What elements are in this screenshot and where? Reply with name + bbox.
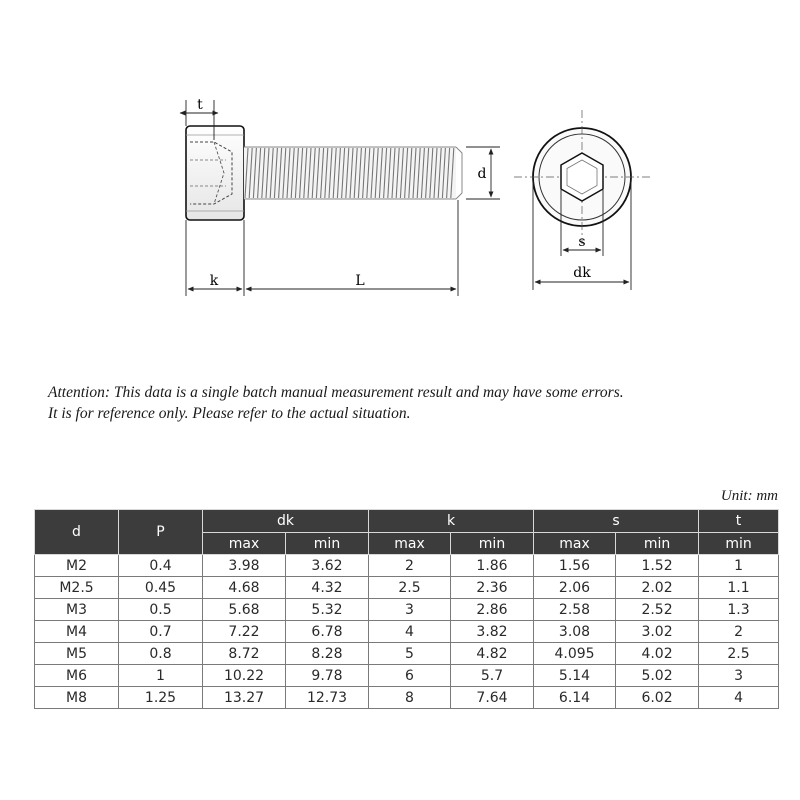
cell-t-min: 4 [699,687,779,709]
cell-s-min: 4.02 [616,643,699,665]
attention-line-1: Attention: This data is a single batch manual measurement result and may have some errors. [48,384,624,401]
screw-head-end-view [514,110,650,244]
cell-dk-max: 3.98 [203,555,286,577]
cell-t-min: 2 [699,621,779,643]
cell-d: M8 [35,687,119,709]
cell-p: 1 [119,665,203,687]
cell-s-max: 6.14 [534,687,616,709]
header-k: k [369,510,534,533]
table-row [35,687,779,709]
cell-d: M2.5 [35,577,119,599]
cell-k-min: 4.82 [451,643,534,665]
subheader-s-min: min [616,533,699,555]
attention-line-2: It is for reference only. Please refer to the actual situation. [48,405,411,422]
screw-thread-side-view [244,147,462,199]
cell-dk-min: 8.28 [286,643,369,665]
header-t: t [699,510,779,533]
cell-s-max: 3.08 [534,621,616,643]
cell-d: M4 [35,621,119,643]
cell-dk-max: 5.68 [203,599,286,621]
table-body [35,555,779,709]
cell-dk-min: 9.78 [286,665,369,687]
cell-dk-max: 4.68 [203,577,286,599]
header-dk: dk [203,510,369,533]
cell-dk-max: 7.22 [203,621,286,643]
label-L: L [355,273,365,289]
cell-k-max: 2 [369,555,451,577]
label-k: k [209,273,219,289]
cell-t-min: 1 [699,555,779,577]
cell-d: M2 [35,555,119,577]
subheader-t-min: min [699,533,779,555]
cell-s-max: 5.14 [534,665,616,687]
table-row [35,555,779,577]
subheader-dk-min: min [286,533,369,555]
cell-t-min: 3 [699,665,779,687]
cell-k-max: 3 [369,599,451,621]
cell-d: M5 [35,643,119,665]
cell-dk-max: 13.27 [203,687,286,709]
cell-s-min: 6.02 [616,687,699,709]
cell-t-min: 2.5 [699,643,779,665]
cell-s-max: 2.06 [534,577,616,599]
attention-note [48,382,768,424]
cell-dk-min: 12.73 [286,687,369,709]
label-dk: dk [573,265,591,281]
label-d: d [477,166,487,182]
cell-k-max: 4 [369,621,451,643]
dimension-table [34,509,779,709]
cell-k-min: 2.86 [451,599,534,621]
cell-s-min: 2.52 [616,599,699,621]
cell-p: 0.45 [119,577,203,599]
subheader-s-max: max [534,533,616,555]
cell-k-max: 2.5 [369,577,451,599]
header-p: P [119,510,203,555]
cell-dk-min: 4.32 [286,577,369,599]
screw-head-side-view [186,126,244,220]
cell-s-min: 2.02 [616,577,699,599]
cell-s-max: 2.58 [534,599,616,621]
label-t: t [197,97,203,113]
label-s: s [578,234,586,250]
cell-p: 0.8 [119,643,203,665]
screw-dimension-drawing [0,0,800,340]
cell-k-min: 2.36 [451,577,534,599]
cell-s-min: 1.52 [616,555,699,577]
cell-dk-max: 10.22 [203,665,286,687]
subheader-k-max: max [369,533,451,555]
cell-s-max: 4.095 [534,643,616,665]
unit-label: Unit: mm [720,488,778,504]
cell-d: M3 [35,599,119,621]
cell-s-max: 1.56 [534,555,616,577]
header-s: s [534,510,699,533]
cell-t-min: 1.1 [699,577,779,599]
subheader-k-min: min [451,533,534,555]
cell-s-min: 3.02 [616,621,699,643]
cell-p: 0.5 [119,599,203,621]
header-d: d [35,510,119,555]
table-row [35,577,779,599]
cell-k-max: 5 [369,643,451,665]
table-row [35,599,779,621]
cell-p: 0.7 [119,621,203,643]
cell-t-min: 1.3 [699,599,779,621]
cell-k-min: 5.7 [451,665,534,687]
cell-k-min: 1.86 [451,555,534,577]
table-row [35,643,779,665]
cell-p: 1.25 [119,687,203,709]
subheader-dk-max: max [203,533,286,555]
cell-p: 0.4 [119,555,203,577]
cell-dk-min: 6.78 [286,621,369,643]
cell-dk-max: 8.72 [203,643,286,665]
cell-k-min: 7.64 [451,687,534,709]
cell-k-min: 3.82 [451,621,534,643]
cell-dk-min: 3.62 [286,555,369,577]
table-row [35,621,779,643]
cell-s-min: 5.02 [616,665,699,687]
cell-dk-min: 5.32 [286,599,369,621]
table-row [35,665,779,687]
cell-k-max: 8 [369,687,451,709]
cell-d: M6 [35,665,119,687]
cell-k-max: 6 [369,665,451,687]
